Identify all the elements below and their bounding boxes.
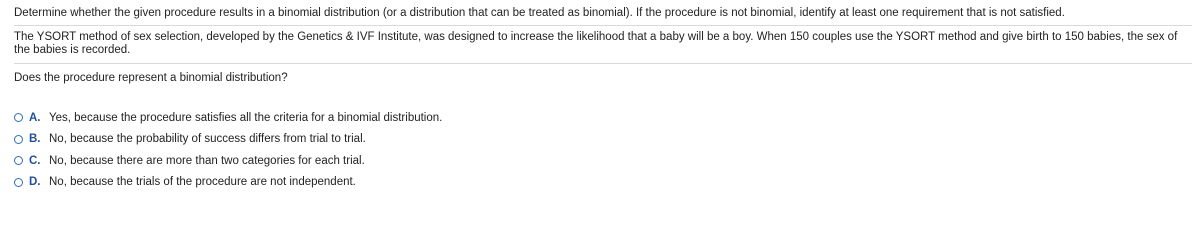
choice-text[interactable]: No, because the trials of the procedure are not independent. — [49, 176, 356, 189]
problem-text: The YSORT method of sex selection, developed by the Genetics & IVF Institute, was designed to increase the likelihood that a baby will be a boy. When 150 couples use the YSORT method and give birth to 150 babies, the sex of the babies is recorded. — [14, 31, 1178, 56]
radio-button-icon[interactable] — [14, 113, 23, 122]
choice-text[interactable]: Yes, because the procedure satisfies all the criteria for a binomial distribution. — [49, 111, 443, 124]
divider — [14, 63, 1192, 64]
choice-letter: D. — [29, 176, 41, 189]
choice-b[interactable] — [14, 129, 442, 151]
choice-c[interactable] — [14, 150, 442, 172]
choice-d[interactable] — [14, 172, 442, 194]
divider — [14, 25, 1192, 26]
radio-button-icon[interactable] — [14, 156, 23, 165]
choice-letter: B. — [29, 133, 41, 146]
instructions-text: Determine whether the given procedure results in a binomial distribution (or a distribution that can be treated as binomial). If the procedure is not binomial, identify at least one requirement that is not satisfied. — [14, 7, 1065, 19]
radio-button-icon[interactable] — [14, 178, 23, 187]
question-text: Does the procedure represent a binomial distribution? — [14, 72, 288, 84]
choice-text[interactable]: No, because there are more than two categories for each trial. — [49, 154, 365, 167]
choice-letter: A. — [29, 111, 41, 124]
choice-a[interactable] — [14, 107, 442, 129]
choice-letter: C. — [29, 154, 41, 167]
radio-button-icon[interactable] — [14, 135, 23, 144]
choice-text[interactable]: No, because the probability of success differs from trial to trial. — [49, 133, 366, 146]
answer-choices — [14, 107, 442, 193]
